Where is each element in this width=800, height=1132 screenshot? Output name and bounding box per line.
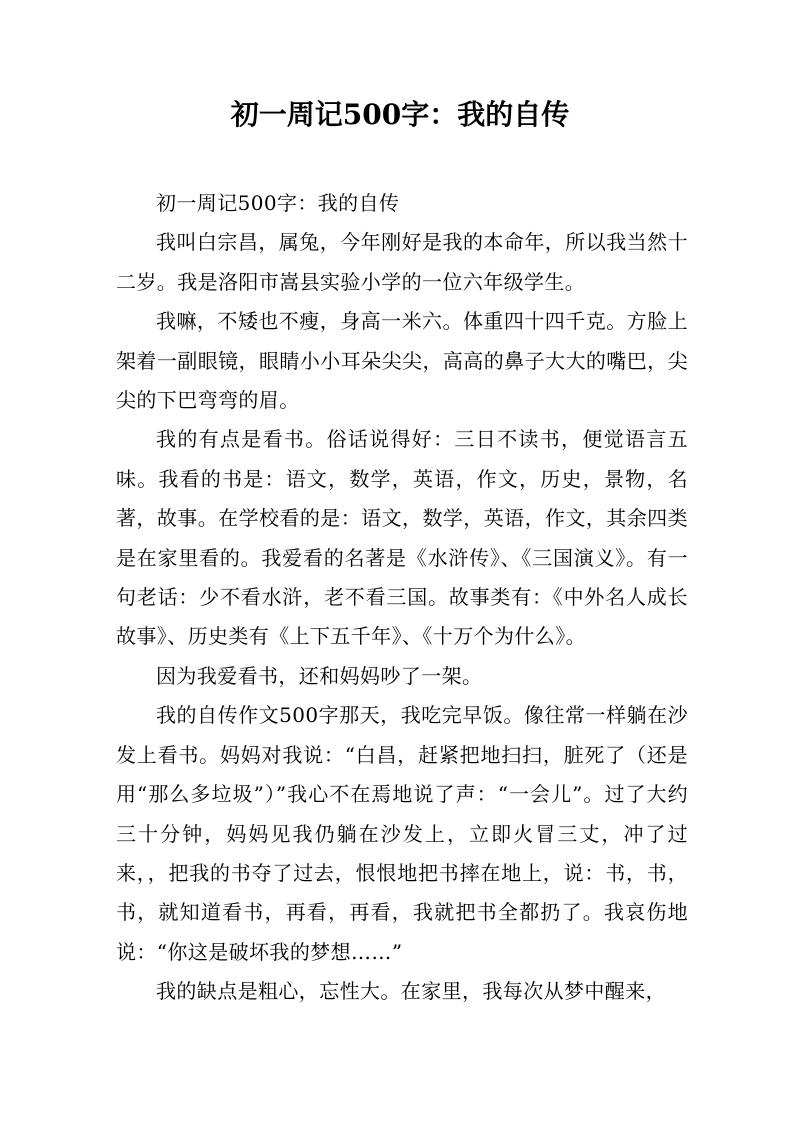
paragraph-story: 我的自传作文500字那天，我吃完早饭。像往常一样躺在沙发上看书。妈妈对我说：“白昌，赶紧把地扫扫，脏死了（还是用“那么多垃圾”）”我心不在焉地说了声：“一会儿”。过了大约三十分钟，妈妈见我仍躺在沙发上，立即火冒三丈，冲了过来，，把我的书夺了过去，恨恨地把书摔在地上，说：书，书，书，就知道看书，再看，再看，我就把书全都扔了。我哀伤地说：“你这是破坏我的梦想……” [116, 703, 688, 964]
paragraph-reading: 我的有点是看书。俗话说得好：三日不读书，便觉语言五味。我看的书是：语文，数学，英语，作文，历史，景物，名著，故事。在学校看的是：语文，数学，英语，作文，其余四类是在家里看的。我爱看的名著是《水浒传》、《三国演义》。有一句老话：少不看水浒，老不看三国。故事类有：《中外名人成长故事》、历史类有《上下五千年》、《十万个为什么》。 [116, 427, 688, 649]
document-body [116, 184, 688, 1012]
document-title: 初一周记500字：我的自传 [230, 98, 570, 131]
paragraph-intro: 我叫白宗昌，属兔，今年刚好是我的本命年，所以我当然十二岁。我是洛阳市嵩县实验小学的一位六年级学生。 [116, 230, 688, 294]
paragraph-shortcoming: 我的缺点是粗心，忘性大。在家里，我每次从梦中醒来， [156, 979, 666, 1004]
paragraph-appearance: 我嘛，不矮也不瘦，身高一米六。体重四十四千克。方脸上架着一副眼镜，眼睛小小耳朵尖尖，高高的鼻子大大的嘴巴，尖尖的下巴弯弯的眉。 [116, 309, 688, 413]
paragraph-argument: 因为我爱看书，还和妈妈吵了一架。 [156, 663, 483, 688]
paragraph-subtitle: 初一周记500字：我的自传 [156, 191, 400, 215]
